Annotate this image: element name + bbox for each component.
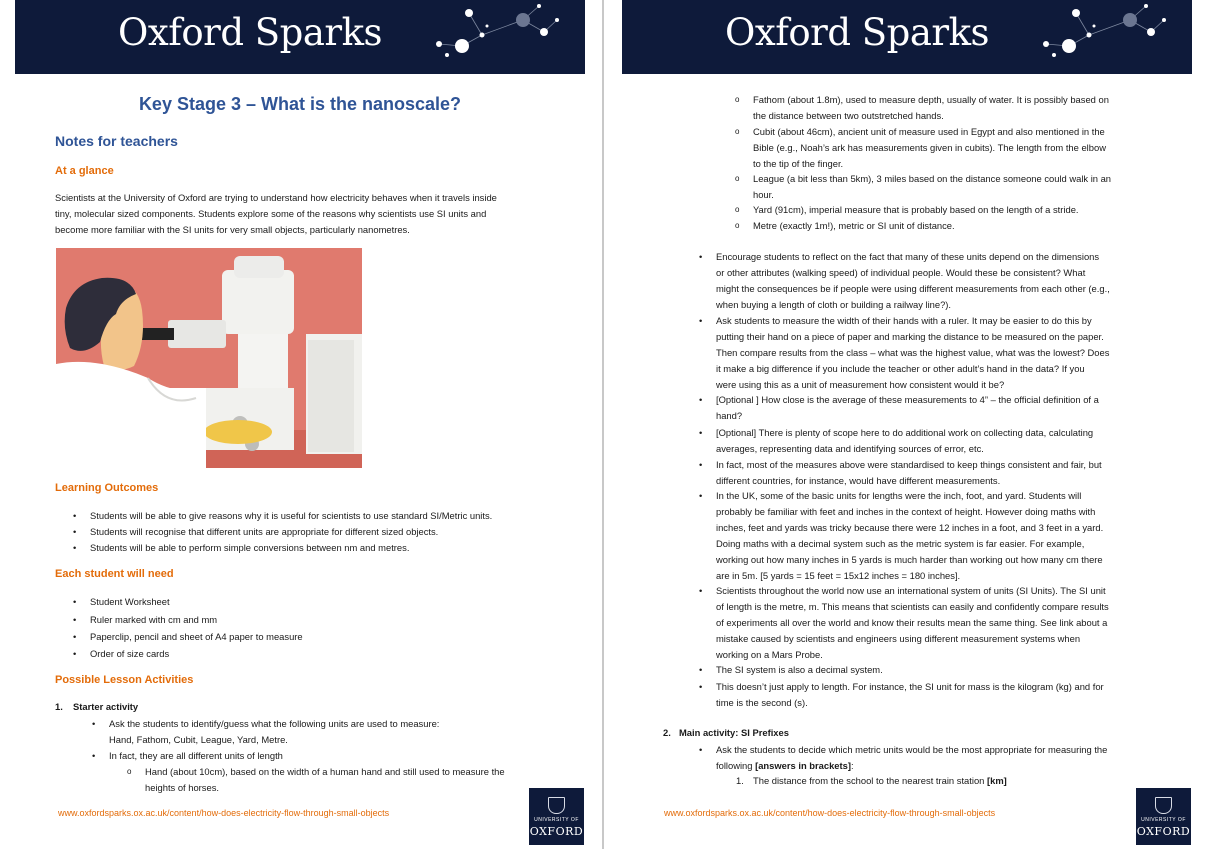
list-item-text: Students will be able to perform simple conversions between nm and metres. [90,542,410,553]
main-number: 2. [663,727,671,738]
bullet-marker: • [699,394,703,405]
bullet-marker: • [699,681,703,692]
unit-sub-item [735,171,1112,203]
list-item-text: the distance between two outstretched hands. [753,110,944,121]
list-item-text: putting their hand on a piece of paper and marking the distance to be measured on the paper. [716,331,1104,342]
bullet-marker: • [699,251,703,262]
circle-bullet-marker: o [735,95,740,104]
intro-line: Scientists at the University of Oxford are trying to understand how electricity behaves when it travels inside [55,192,497,203]
discussion-bullet [699,679,1104,711]
list-item-text: might the consequences be if people were using different measurements from each other (e.g., [716,283,1110,294]
list-item-text: [Optional] There is plenty of scope here to do additional work on collecting data, calculating [716,427,1094,438]
crest-big-text: OXFORD [1136,825,1191,838]
notes-heading: Notes for teachers [55,133,178,149]
materials-item [73,612,218,628]
list-item-text: probably be familiar with feet and inches in the context of height. However doing maths with [716,506,1096,517]
each-student-heading: Each student will need [55,568,174,580]
intro-line: tiny, molecular sized components. Students explore some of the reasons why scientists use SI units and [55,208,487,219]
bullet-marker: • [73,631,77,642]
list-item-text: Hand, Fathom, Cubit, League, Yard, Metre. [109,734,288,745]
document-page-1 [0,0,587,849]
page-title: Key Stage 3 – What is the nanoscale? [138,94,462,114]
text-run: The distance from the school to the nearest train station [753,775,987,786]
bullet-marker: • [73,542,77,553]
list-item-text: Ask students to measure the width of their hands with a ruler. It may be easier to do this by [716,315,1092,326]
bullet-marker: • [699,490,703,501]
activities-heading: Possible Lesson Activities [55,674,194,686]
learning-outcome-item [73,508,493,524]
bullet-marker: • [699,315,703,326]
main-title: Main activity: SI Prefixes [679,727,789,738]
discussion-bullet [699,662,883,678]
text-run: : [850,760,854,771]
bullet-marker: • [73,510,77,521]
list-item-text: averages, representing data and identifying sources of error, etc. [716,443,984,454]
list-item-text: The SI system is also a decimal system. [716,664,883,675]
crest-small-text: UNIVERSITY OF [1141,817,1186,823]
oxford-crest-logo [529,788,584,845]
bold-text-run: [answers in brackets] [755,760,851,771]
materials-item [73,646,170,662]
discussion-bullet [699,583,1109,663]
list-item-text: when buying a length of cloth or building a railway line?). [716,299,952,310]
starter-title: Starter activity [73,701,139,712]
bullet-marker: • [699,585,703,596]
list-item-text: Student Worksheet [90,596,170,607]
starter-bullet [92,748,283,764]
list-item-text: Fathom (about 1.8m), used to measure depth, usually of water. It is possibly based on [753,94,1109,105]
bullet-marker: • [73,526,77,537]
list-item-text: heights of horses. [145,782,220,793]
scientist-microscope-illustration [56,248,362,468]
list-item-text: League (a bit less than 5km), 3 miles based on the distance someone could walk in an [753,173,1112,184]
main-activity-heading [663,725,789,741]
starter-sub-item [127,764,505,796]
list-item-text: to the tip of the finger. [753,158,844,169]
learning-outcomes-heading: Learning Outcomes [55,482,159,494]
unit-sub-item [735,202,1079,218]
circle-bullet-marker: o [735,221,740,230]
bullet-marker: • [699,459,703,470]
list-item-text: Cubit (about 46cm), ancient unit of measure used in Egypt and also mentioned in the [753,126,1105,137]
list-item-text: Bible (e.g., Noah’s ark has measurements given in cubits). The length from the elbow [753,142,1106,153]
list-item-text: it make a big difference if you include the teacher or other adult’s hand in the data? If you [716,363,1085,374]
bullet-marker: • [73,596,77,607]
list-item-text: Hand (about 10cm), based on the width of a human hand and still used to measure the [145,766,505,777]
main-activity-bullet [699,742,1108,774]
circle-bullet-marker: o [735,205,740,214]
crest-small-text: UNIVERSITY OF [534,817,579,823]
list-item-text: Ask the students to identify/guess what the following units are used to measure: [109,718,440,729]
circle-bullet-marker: o [735,174,740,183]
list-item-text: Paperclip, pencil and sheet of A4 paper to measure [90,631,303,642]
intro-line: become more familiar with the SI units for very small objects, particularly nanometres. [55,224,410,235]
list-item-text: [Optional ] How close is the average of these measurements to 4” – the official definition of a [716,394,1099,405]
constellation-icon [1034,0,1184,74]
numbered-item [736,773,1007,789]
list-item-text [716,758,1107,774]
brand-title: Oxford Sparks [118,11,382,54]
list-item-text: or other attributes (walking speed) of individual people. Would these be consistent? What [716,267,1086,278]
materials-item [73,594,170,610]
intro-paragraph [55,190,560,238]
list-item-text: Yard (91cm), imperial measure that is probably based on the length of a stride. [753,204,1079,215]
bullet-marker: • [699,427,703,438]
header-banner [15,0,585,74]
footer-link[interactable]: www.oxfordsparks.ox.ac.uk/content/how-does-electricity-flow-through-small-objects [58,808,390,818]
unit-sub-item [735,124,1106,172]
discussion-bullet [699,457,1102,489]
at-a-glance-heading: At a glance [55,165,114,177]
page-divider [602,0,604,849]
unit-sub-item [735,92,1109,124]
list-item-text: were using this as a unit of measurement how consistent would it be? [716,379,1005,390]
learning-outcome-item [73,524,439,540]
materials-item [73,629,303,645]
list-item-text: Students will be able to give reasons why it is useful for scientists to use standard SI/Metric units. [90,510,493,521]
starter-activity-heading [55,699,139,715]
footer-link[interactable]: www.oxfordsparks.ox.ac.uk/content/how-does-electricity-flow-through-small-objects [664,808,996,818]
list-item-text: different countries, for instance, would have different measurements. [716,475,1001,486]
list-item-text: Then compare results from the class – what was the highest value, what was the lowest? Does [716,347,1110,358]
list-item-text: Metre (exactly 1m!), metric or SI unit of distance. [753,220,955,231]
list-item-text: In fact, they are all different units of length [109,750,283,761]
list-item-text: are in 5m. [5 yards = 15 feet = 15x12 inches = 180 inches]. [716,570,961,581]
list-item-text: of experiments all over the world and know their results mean the same thing. See link about a [716,617,1108,628]
circle-bullet-marker: o [735,127,740,136]
list-item-text: hand? [716,410,743,421]
list-item-text: inches, feet and yards was tricky because there were 12 inches in a foot, and 3 feet in a yard. [716,522,1104,533]
list-item-text: Scientists throughout the world now use an international system of units (SI Units). The SI unit [716,585,1106,596]
bullet-marker: • [73,614,77,625]
oxford-crest-logo [1136,788,1191,845]
list-item-text: mistake caused by scientists and engineers using different measurement systems when [716,633,1081,644]
list-item-text: hour. [753,189,774,200]
bullet-marker: • [699,744,703,755]
crest-big-text: OXFORD [529,825,584,838]
list-item-text: In the UK, some of the basic units for lengths were the inch, foot, and yard. Students will [716,490,1082,501]
list-item-text: working on a Mars Probe. [716,649,823,660]
shield-icon [1155,797,1172,814]
list-item-text [753,773,1007,789]
list-item-text: Order of size cards [90,648,170,659]
header-banner [622,0,1192,74]
list-item-text: Students will recognise that different units are appropriate for different sized objects. [90,526,439,537]
circle-bullet-marker: o [127,767,132,776]
discussion-bullet [699,425,1094,457]
shield-icon [548,797,565,814]
list-item-text: Ruler marked with cm and mm [90,614,218,625]
bullet-marker: • [699,664,703,675]
item-number: 1. [736,775,744,786]
unit-sub-item [735,218,955,234]
learning-outcome-item [73,540,410,556]
starter-number: 1. [55,701,63,712]
list-item-text: This doesn’t just apply to length. For instance, the SI unit for mass is the kilogram (kg) and for [716,681,1104,692]
document-page-2 [606,0,1193,849]
list-item-text: time is the second (s). [716,697,808,708]
bullet-marker: • [92,718,96,729]
discussion-bullet [699,313,1110,393]
discussion-bullet [699,392,1099,424]
discussion-bullet [699,488,1104,584]
list-item-text: working out how many inches in 5 yards is much harder than working out how many cm there [716,554,1103,565]
list-item-text: Encourage students to reflect on the fact that many of these units depend on the dimensions [716,251,1100,262]
brand-title: Oxford Sparks [725,11,989,54]
list-item-text: Ask the students to decide which metric units would be the most appropriate for measuring the [716,744,1108,755]
bullet-marker: • [73,648,77,659]
starter-bullet [92,716,440,748]
list-item-text: In fact, most of the measures above were standardised to keep things consistent and fair, but [716,459,1102,470]
bullet-marker: • [92,750,96,761]
text-run: following [716,760,756,771]
list-item-text: Doing maths with a decimal system such as the metric system is far easier. For example, [716,538,1085,549]
discussion-bullet [699,249,1110,313]
constellation-icon [427,0,577,74]
list-item-text: of length is the metre, m. This means that scientists can easily and confidently compare results [716,601,1109,612]
bold-text-run: [km] [986,775,1007,786]
